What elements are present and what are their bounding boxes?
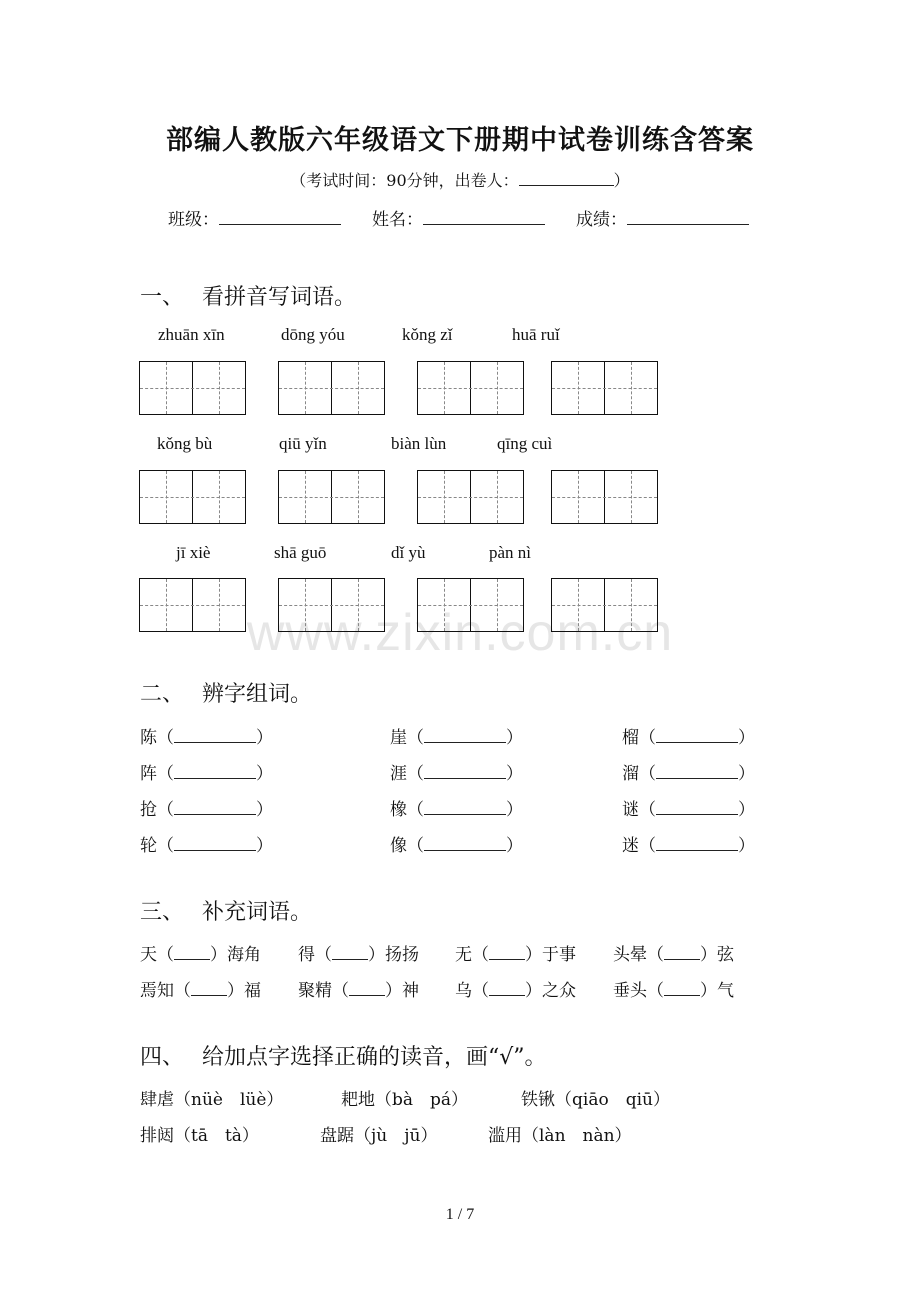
char-item: 榴（ ）: [622, 728, 755, 748]
char: 抢: [140, 800, 157, 820]
section-4-heading: [140, 1040, 547, 1071]
document-title: 部编人教版六年级语文下册期中试卷训练含答案: [166, 125, 754, 156]
section-title: 辨字组词。: [202, 682, 313, 707]
class-blank: [219, 208, 341, 225]
score-blank: [627, 208, 749, 225]
pinyin: jī xiè: [176, 543, 211, 562]
section-title: 给加点字选择正确的读音，画“√”。: [202, 1045, 547, 1070]
idiom-item: 头晕（ ）弦: [613, 945, 734, 965]
char-item: 涯（ ）: [390, 764, 523, 784]
char: 谜: [622, 800, 639, 820]
pinyin: dōng yóu: [281, 325, 345, 344]
pronunciation-item[interactable]: 肆虐（nüè lüè）: [140, 1090, 284, 1110]
answer-blank[interactable]: [174, 799, 256, 815]
char-item: 溜（ ）: [622, 764, 755, 784]
pinyin: huā ruǐ: [512, 325, 560, 344]
char-item: 迷（ ）: [622, 836, 755, 856]
section-number: 三、: [140, 900, 185, 925]
idiom-item: 垂头（ ）气: [613, 981, 734, 1001]
answer-blank[interactable]: [174, 727, 256, 743]
pronunciation-item[interactable]: 滥用（làn nàn）: [488, 1126, 632, 1146]
section-3-heading: [140, 895, 312, 926]
author-blank: [519, 169, 614, 186]
answer-blank[interactable]: [656, 799, 738, 815]
pinyin: pàn nì: [489, 543, 532, 562]
section-1-heading: [140, 280, 356, 311]
pronunciation-item[interactable]: 耙地（bà pá）: [341, 1090, 469, 1110]
char: 榴: [622, 728, 639, 748]
writing-grid[interactable]: [139, 470, 246, 524]
char: 陈: [140, 728, 157, 748]
char: 迷: [622, 836, 639, 856]
pinyin: kǒng bù: [157, 434, 213, 453]
idiom-item: 无（ ）于事: [455, 945, 576, 965]
writing-grid[interactable]: [417, 361, 524, 415]
writing-grid[interactable]: [139, 578, 246, 632]
idiom-item: 乌（ ）之众: [455, 981, 576, 1001]
score-label: 成绩：: [576, 210, 627, 230]
watermark: www.zixin.com.cn: [246, 604, 674, 662]
pronunciation-item[interactable]: 盘踞（jù jū）: [320, 1126, 438, 1146]
name-blank: [423, 208, 545, 225]
char: 涯: [390, 764, 407, 784]
writing-grid[interactable]: [551, 361, 658, 415]
writing-grid[interactable]: [417, 578, 524, 632]
char-item: 陈（ ）: [140, 728, 273, 748]
answer-blank[interactable]: [664, 980, 700, 996]
subtitle-suffix: ）: [613, 171, 630, 190]
answer-blank[interactable]: [349, 980, 385, 996]
char-item: 橡（ ）: [390, 800, 523, 820]
writing-grid[interactable]: [139, 361, 246, 415]
char: 溜: [622, 764, 639, 784]
name-label: 姓名：: [372, 210, 423, 230]
writing-grid[interactable]: [278, 470, 385, 524]
class-field: [168, 205, 341, 230]
answer-blank[interactable]: [424, 799, 506, 815]
writing-grid[interactable]: [417, 470, 524, 524]
class-label: 班级：: [168, 210, 219, 230]
answer-blank[interactable]: [664, 944, 700, 960]
section-number: 一、: [140, 285, 185, 310]
page-number: 1 / 7: [445, 1206, 475, 1223]
answer-blank[interactable]: [424, 835, 506, 851]
section-number: 四、: [140, 1045, 185, 1070]
writing-grid[interactable]: [551, 470, 658, 524]
idiom-item: 得（ ）扬扬: [298, 945, 419, 965]
section-title: 看拼音写词语。: [202, 285, 357, 310]
char-item: 阵（ ）: [140, 764, 273, 784]
char-item: 崖（ ）: [390, 728, 523, 748]
answer-blank[interactable]: [489, 980, 525, 996]
char-item: 抢（ ）: [140, 800, 273, 820]
exam-subtitle: [0, 168, 920, 191]
char-item: 轮（ ）: [140, 836, 273, 856]
answer-blank[interactable]: [656, 727, 738, 743]
answer-blank[interactable]: [174, 835, 256, 851]
answer-blank[interactable]: [174, 944, 210, 960]
section-number: 二、: [140, 682, 185, 707]
writing-grid[interactable]: [278, 361, 385, 415]
pinyin: zhuān xīn: [158, 325, 225, 344]
answer-blank[interactable]: [656, 835, 738, 851]
answer-blank[interactable]: [489, 944, 525, 960]
pronunciation-item[interactable]: 排闼（tā tà）: [140, 1126, 259, 1146]
char-item: 像（ ）: [390, 836, 523, 856]
writing-grid[interactable]: [278, 578, 385, 632]
pinyin: biàn lùn: [391, 434, 447, 453]
score-field: [576, 205, 749, 230]
idiom-item: 天（ ）海角: [140, 945, 261, 965]
name-field: [372, 205, 545, 230]
answer-blank[interactable]: [656, 763, 738, 779]
char: 像: [390, 836, 407, 856]
pinyin: shā guō: [274, 543, 327, 562]
answer-blank[interactable]: [424, 727, 506, 743]
char: 崖: [390, 728, 407, 748]
answer-blank[interactable]: [191, 980, 227, 996]
idiom-item: 聚精（ ）神: [298, 981, 419, 1001]
writing-grid[interactable]: [551, 578, 658, 632]
answer-blank[interactable]: [332, 944, 368, 960]
char-item: 谜（ ）: [622, 800, 755, 820]
pinyin: kǒng zǐ: [402, 325, 453, 344]
answer-blank[interactable]: [174, 763, 256, 779]
answer-blank[interactable]: [424, 763, 506, 779]
pinyin: qiū yǐn: [279, 434, 327, 453]
char: 阵: [140, 764, 157, 784]
pinyin: dǐ yù: [391, 543, 426, 562]
pronunciation-item[interactable]: 铁锹（qiāo qiū）: [521, 1090, 670, 1110]
section-title: 补充词语。: [202, 900, 313, 925]
pinyin: qīng cuì: [497, 434, 553, 453]
char: 橡: [390, 800, 407, 820]
section-2-heading: [140, 677, 312, 708]
idiom-item: 焉知（ ）福: [140, 981, 261, 1001]
subtitle-prefix: （考试时间：90分钟，出卷人：: [290, 171, 519, 190]
char: 轮: [140, 836, 157, 856]
